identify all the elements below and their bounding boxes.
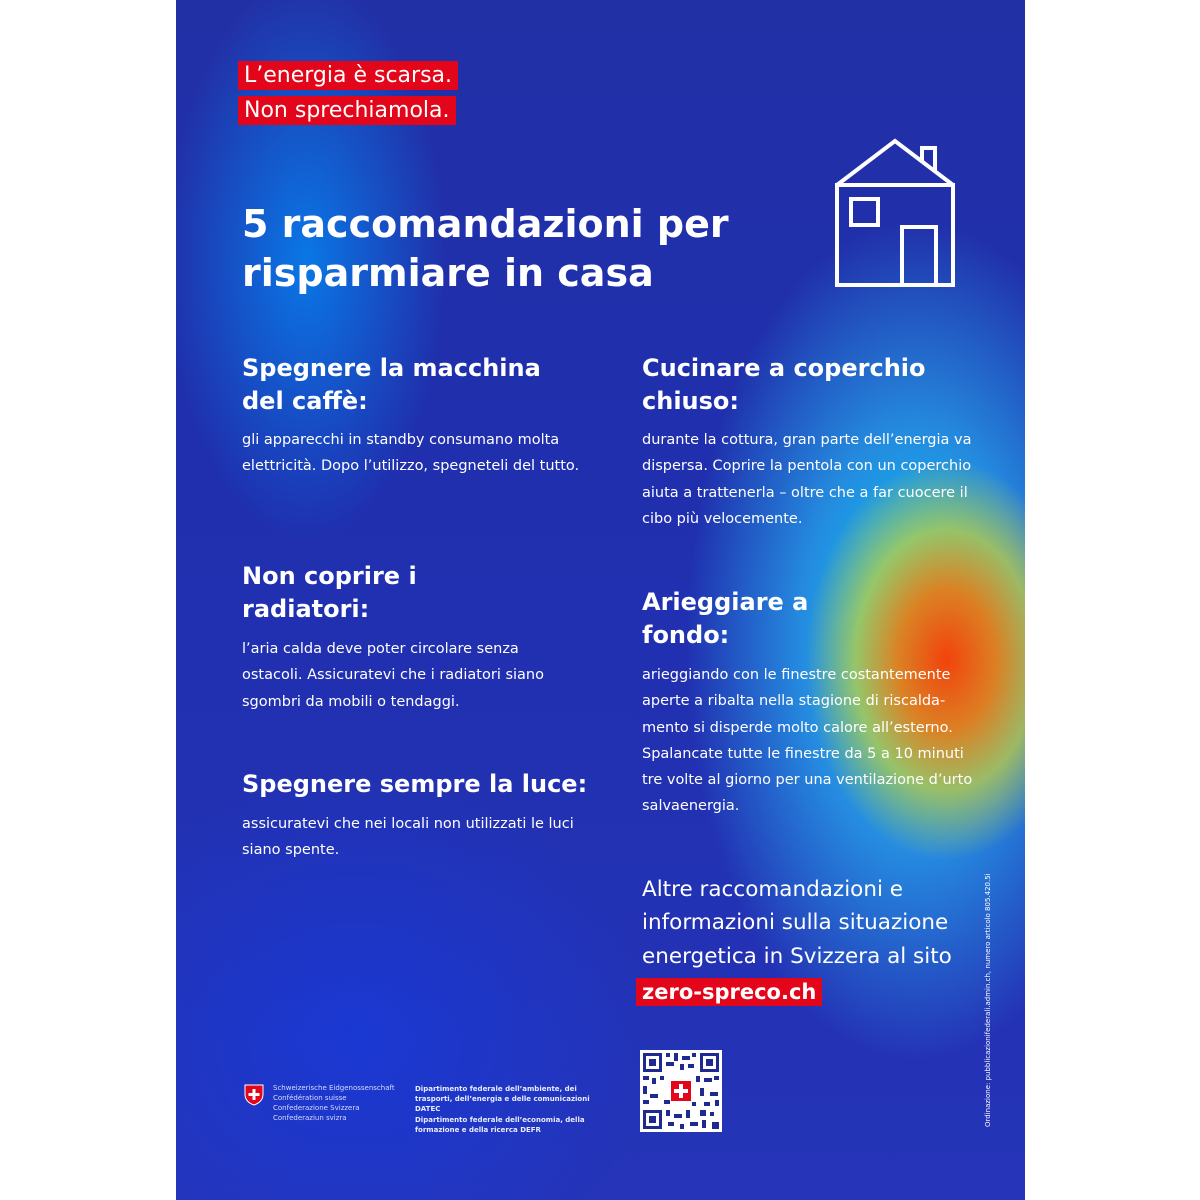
more-info-text: Altre raccomandazioni e informazioni sulla situazione energetica in Svizzera al sito: [642, 877, 952, 969]
swiss-coat-of-arms-icon: [244, 1084, 264, 1106]
order-info: Ordinazione: pubblicazionifederali.admin.ch, numero articolo 805.420.5i: [984, 873, 992, 1127]
department-datec: Dipartimento federale dell’ambiente, dei trasporti, dell’energia e delle comunicazioni DATEC: [415, 1085, 590, 1113]
federal-name-de: Schweizerische Eidgenossenschaft: [273, 1084, 395, 1092]
tagline-line2: Non sprechiamola.: [238, 96, 456, 125]
tagline-line1: L’energia è scarsa.: [238, 61, 458, 90]
tip-text-ventilate: arieggiando con le finestre costantemente aperte a ribalta nella stagione di riscaldamento si disperde molto calore all’esterno. Spalancate tutte le finestre da 5 a 10 minuti tre volte al giorno per una ventilazione d’urto salvaenergia.: [642, 667, 973, 815]
tip-heading-lid: Cucinare a coperchio chiuso:: [642, 354, 926, 415]
tip-heading-lights: Spegnere sempre la luce:: [242, 770, 588, 798]
tip-heading-coffee: Spegnere la macchina del caffè:: [242, 354, 541, 415]
tip-text-lid: durante la cottura, gran parte dell’energia va dispersa. Coprire la pentola con un coperchio aiuta a trattenerla – oltre che a far cuocere il cibo più velocemente.: [642, 432, 972, 527]
tip-text-coffee: gli apparecchi in standby consumano molta elettricità. Dopo l’utilizzo, spegneteli del tutto.: [242, 432, 580, 475]
federal-name-rm: Confederaziun svizra: [273, 1114, 347, 1122]
house-icon: [834, 138, 956, 288]
federal-name-it: Confederazione Svizzera: [273, 1104, 360, 1112]
federal-names: [273, 1083, 395, 1123]
federal-name-fr: Confédération suisse: [273, 1094, 347, 1102]
qr-code-icon[interactable]: [640, 1050, 722, 1132]
tip-heading-radiators: Non coprire i radiatori:: [242, 562, 417, 623]
tip-text-radiators: l’aria calda deve poter circolare senza ostacoli. Assicuratevi che i radiatori siano sgombri da mobili o tendaggi.: [242, 641, 544, 710]
website-link[interactable]: zero-spreco.ch: [636, 978, 822, 1006]
tip-text-lights: assicuratevi che nei locali non utilizzati le luci siano spente.: [242, 816, 574, 859]
page-title: 5 raccomandazioni per risparmiare in casa: [242, 202, 729, 295]
tip-heading-ventilate: Arieggiare a fondo:: [642, 588, 809, 649]
poster: [176, 0, 1025, 1200]
department-defr: Dipartimento federale dell’economia, della formazione e della ricerca DEFR: [415, 1116, 585, 1134]
